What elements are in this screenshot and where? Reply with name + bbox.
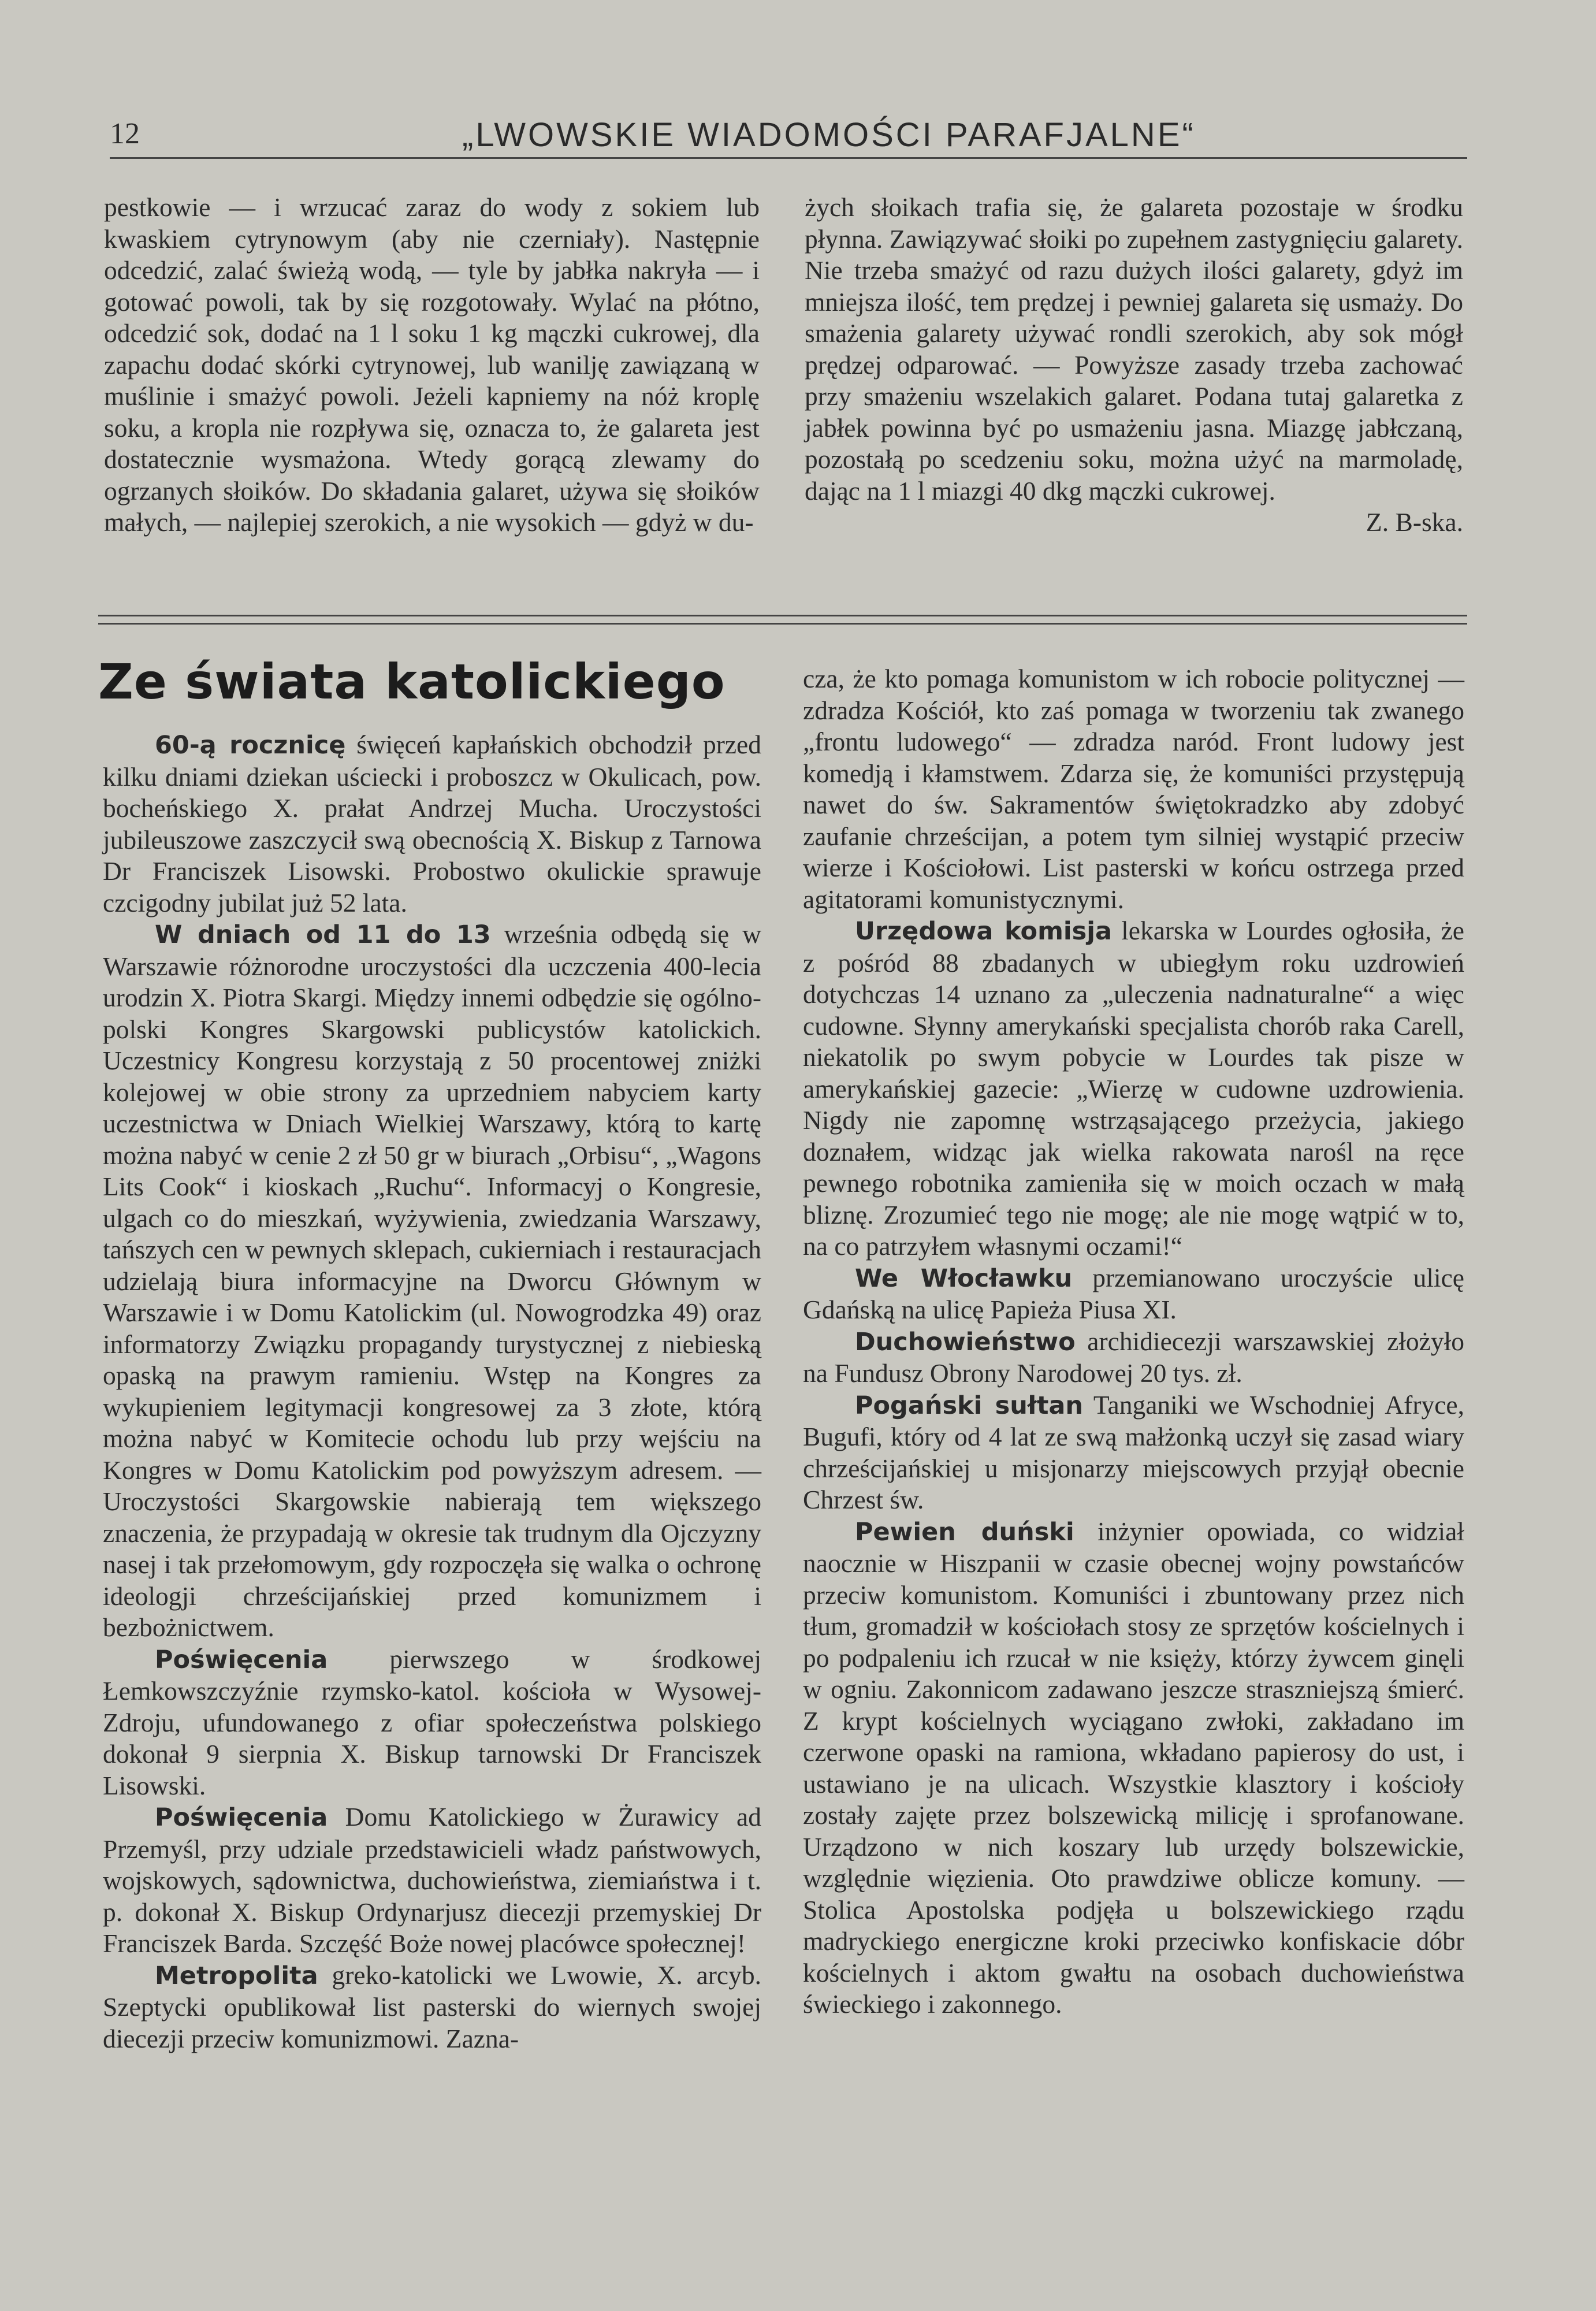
news-text: greko-katolicki we Lwowie, X. arcyb. Szeptycki opublikował list pasterski do wiernych swojej diecezji przeciw komunizmowi. Zazna-: [103, 1960, 761, 2053]
news-text: pierwszego w środkowej Łemkowszczyźnie rzymsko-katol. kościoła w Wysowej-Zdroju, ufundowanego z ofiar społeczeństwa polskiego dokonał 9 sierpnia X. Biskup tarnowski Dr Franciszek Lisowski.: [103, 1644, 761, 1800]
recipe-column-right: [805, 192, 1463, 538]
section-divider: [98, 623, 1467, 625]
news-item: [803, 915, 1464, 1262]
news-lead: Urzędowa komisja: [855, 917, 1112, 946]
news-item: [103, 1960, 761, 2055]
news-item: [103, 1644, 761, 1802]
news-lead: 60-ą rocznicę: [155, 731, 346, 760]
news-lead: Pogański sułtan: [855, 1391, 1084, 1420]
news-item: [803, 1389, 1464, 1516]
page-number: 12: [110, 117, 140, 150]
news-text: lekarska w Lourdes ogłosiła, że z pośród 88 zbadanych w ubiegłym roku uzdrowień dotychczas 14 uznano za „uleczenia nadnaturalne“ a więc cudowne. Słynny amerykański specjalista chorób raka Carell, niekatolik po swym pobycie w Lourdes tak pisze w amerykańskiej gazecie: „Wierzę w cudowne uzdrowienia. Nigdy nie zapomnę wstrząsającego przeżycia, jakiego doznałem, widząc jak wielka rakowata narośl na ręce pewnego robotnika zamieniła się w moich oczach w małą bliznę. Zrozumieć tego nie mogę; ale nie mogę wątpić w to, na co patrzyłem własnymi oczami!“: [803, 916, 1464, 1261]
recipe-signature: Z. B-ska.: [1366, 507, 1463, 537]
news-item: [803, 1262, 1464, 1326]
journal-title: „LWOWSKIE WIADOMOŚCI PARAFJALNE“: [462, 116, 1196, 154]
news-lead: Duchowieństwo: [855, 1327, 1076, 1357]
news-text: święceń kapłańskich obchodził przed kilku dniami dziekan uściecki i proboszcz w Okulicach, pow. bocheńskiego X. prałat Andrzej Mucha. Uroczystości jubileuszowe zaszczycił swą obecnością X. Biskup z Tarnowa Dr Franciszek Lisowski. Probostwo okulickie sprawuje czcigodny jubilat już 52 lata.: [103, 730, 761, 917]
news-text: archidiecezji warszawskiej złożyło na Fundusz Obrony Narodowej 20 tys. zł.: [803, 1326, 1464, 1388]
news-lead: W dniach od 11 do 13: [155, 920, 491, 949]
section-divider: [98, 615, 1467, 616]
news-item: [803, 663, 1464, 915]
news-column-right: [803, 663, 1464, 2020]
news-item: [103, 1801, 761, 1960]
recipe-text-left: pestkowie — i wrzucać zaraz do wody z sokiem lub kwaskiem cytrynowym (aby nie czerniały). Następnie odcedzić, zalać świeżą wodą, — tyle by jabłka nakryła — i gotować powoli, tak by się rozgotowały. Wylać na płótno, odcedzić sok, dodać na 1 l soku 1 kg mączki cukrowej, dla zapachu dodać skórki cytrynowej, lub wanilję zawiązaną w muślinie i smażyć powoli. Jeżeli kapniemy na nóż kroplę soku, a kropla nie rozpływa się, oznacza to, że galareta jest dostatecznie wysmażona. Wtedy gorącą zlewamy do ogrzanych słoików. Do składania galaret, używa się słoików małych, — najlepiej szerokich, a nie wysokich — gdyż w du-: [104, 192, 760, 537]
header-rule: [110, 157, 1467, 159]
news-lead: Poświęcenia: [155, 1803, 328, 1832]
news-item: [803, 1516, 1464, 2020]
news-text: września odbędą się w Warszawie różnorodne uroczystości dla uczczenia 400-lecia urodzin X. Piotra Skargi. Między innemi odbędzie się ogólno-polski Kongres Skargowski publicystów katolickich. Uczestnicy Kongresu korzystają z 50 procentowej zniżki kolejowej w obie strony za uprzedniem nabyciem karty uczestnictwa w Dniach Wielkiej Warszawy, którą to kartę można nabyć w cenie 2 zł 50 gr w biurach „Orbisu“, „Wagons Lits Cook“ i kioskach „Ruchu“. Informacyj o Kongresie, ulgach co do mieszkań, wyżywienia, zwiedzania Warszawy, tańszych cen w pewnych sklepach, cukierniach i restauracjach udzielają biura informacyjne na Dworcu Głównym w Warszawie i w Domu Katolickim (ul. Nowogrodzka 49) oraz informatorzy Związku propagandy turystycznej z niebieską opaską na prawym ramieniu. Wstęp na Kongres za wykupieniem legitymacji kongresowej za 3 złote, którą można nabyć w Komitecie ochodu lub przy wejściu na Kongres w Domu Katolickim pod powyższym adresem. — Uroczystości Skargowskie nabierają tem większego znaczenia, że przypadają w okresie tak trudnym dla Ojczyzny nasej i tak przełomowym, gdy rozpoczęła się walka o ochronę ideologji chrześcijańskiej przed komunizmem i bezbożnictwem.: [103, 919, 761, 1642]
news-column-left: [103, 729, 761, 2054]
news-text: przemianowano uroczyście ulicę Gdańską na ulicę Papieża Piusa XI.: [803, 1262, 1464, 1324]
news-item: [803, 1326, 1464, 1389]
recipe-column-left: [104, 192, 760, 538]
news-text: inżynier opowiada, co widział naocznie w Hiszpanii w czasie obecnej wojny powstańców przeciw komunistom. Komuniści i zbuntowany przez nich tłum, gromadził w kościołach stosy ze sprzętów kościelnych i po podpaleniu ich rzucał w nie księży, którzy żywcem ginęli w ogniu. Zakonnicom zadawano jeszcze straszniejszą śmierć. Z krypt kościelnych wyciągano zwłoki, zakładano im czerwone opaski na ramiona, wkładano papierosy do ust, i ustawiano je na ulicach. Wszystkie klasztory i kościoły zostały zajęte przez bolszewicką milicję i sprofanowane. Urządzono w nich koszary lub urzędy bolszewickie, względnie więzienia. Oto prawdziwe oblicze komuny. — Stolica Apostolska podjęła u bolszewickiego rządu madryckiego energiczne kroki przeciwko konfiskacie dóbr kościelnych i aktom gwałtu na osobach duchowieństwa świeckiego i zakonnego.: [803, 1516, 1464, 2019]
news-text: Domu Katolickiego w Żurawicy ad Przemyśl, przy udziale przedstawicieli władz państwowych, wojskowych, sądownictwa, duchowieństwa, ziemiaństwa i t. p. dokonał X. Biskup Ordynarjusz diecezji przemyskiej Dr Franciszek Barda. Szczęść Boże nowej placówce społecznej!: [103, 1802, 761, 1958]
news-lead: Pewien duński: [855, 1517, 1074, 1547]
section-title: Ze świata katolickiego: [98, 653, 726, 710]
recipe-text-right: żych słoikach trafia się, że galareta pozostaje w środku płynna. Zawiązywać słoiki po zupełnem zastygnięciu galarety. Nie trzeba smażyć od razu dużych ilości galarety, gdyż im mniejsza ilość, tem prędzej i pewniej galareta się usmaży. Do smażenia galarety używać rondli szerokich, aby sok mógł prędzej odparować. — Powyższe zasady trzeba zachować przy smażeniu wszelakich galaret. Podana tutaj galaretka z jabłek powinna być po usmażeniu jasna. Miazgę jabłczaną, pozostałą po scedzeniu soku, można użyć na marmoladę, dając na 1 l miazgi 40 dkg mączki cukrowej.: [805, 192, 1463, 506]
news-lead: Poświęcenia: [155, 1645, 328, 1674]
news-text: Tanganiki we Wschodniej Afryce, Bugufi, który od 4 lat ze swą małżonką uczył się zasad wiary chrześcijańskiej u misjonarzy miejscowych przyjął obecnie Chrzest św.: [803, 1389, 1464, 1514]
news-text: cza, że kto pomaga komunistom w ich robocie politycznej — zdradza Kościół, kto zaś pomaga w tworzeniu tak zwanego „frontu ludowego“ — zdradza naród. Front ludowy jest komedją i kłamstwem. Zdarza się, że komuniści przystępują nawet do św. Sakramentów świętokradzko aby zdobyć zaufanie chrześcijan, a potem tym silniej wystąpić przeciw wierze i Kościołowi. List pasterski w końcu ostrzega przed agitatorami komunistycznymi.: [803, 664, 1464, 914]
news-lead: We Włocławku: [855, 1264, 1073, 1293]
page-header: [110, 110, 1467, 162]
news-lead: Metropolita: [155, 1961, 318, 1990]
news-item: [103, 919, 761, 1644]
news-item: [103, 729, 761, 919]
